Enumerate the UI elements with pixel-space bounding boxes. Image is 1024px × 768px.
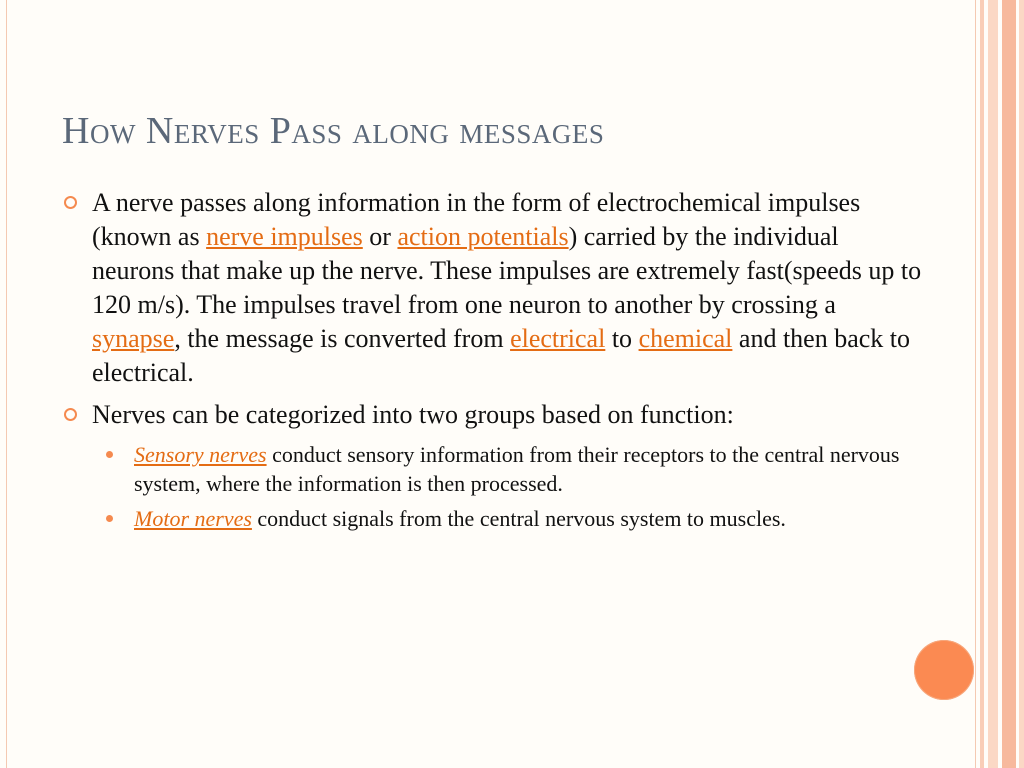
sensory-nerves-link[interactable]: Sensory nerves xyxy=(134,442,267,467)
dot-bullet-icon xyxy=(106,451,113,458)
sub-bullet-text: conduct signals from the central nervous system to muscles. xyxy=(251,506,786,531)
ring-bullet-icon xyxy=(64,408,77,421)
bullet-text: A nerve passes along information in the form of electrochemical impulses (known as xyxy=(92,188,861,251)
dot-bullet-icon xyxy=(106,515,113,522)
bullet-item xyxy=(62,398,922,432)
decorative-stripe xyxy=(1002,0,1016,768)
slide-title: How Nerves Pass along messages xyxy=(62,110,605,152)
nerve-impulses-link[interactable]: nerve impulses xyxy=(206,222,363,251)
bullet-text: , the message is converted from xyxy=(174,324,511,353)
slide-body xyxy=(62,186,922,539)
bullet-text: ) carried by the individual neurons that make up the nerve. These impulses are extremely fast(speeds up to 120 m/s). The impulses travel from one neuron to another by crossing a xyxy=(92,222,922,319)
electrical-link[interactable]: electrical xyxy=(510,324,606,353)
decorative-stripe xyxy=(1019,0,1024,768)
bullet-text: to xyxy=(605,324,639,353)
synapse-link[interactable]: synapse xyxy=(92,324,175,353)
decorative-stripe xyxy=(980,0,984,768)
bullet-text: or xyxy=(362,222,398,251)
sub-bullet-text: conduct sensory information from their receptors to the central nervous system, where the information is then processed. xyxy=(134,442,900,496)
sub-bullet-item xyxy=(104,440,922,498)
action-potentials-link[interactable]: action potentials xyxy=(397,222,569,251)
bullet-text: Nerves can be categorized into two groups based on function: xyxy=(92,400,734,429)
sub-bullet-item xyxy=(104,504,922,533)
motor-nerves-link[interactable]: Motor nerves xyxy=(134,506,252,531)
chemical-link[interactable]: chemical xyxy=(638,324,733,353)
ring-bullet-icon xyxy=(64,196,77,209)
decorative-circle xyxy=(914,640,974,700)
bullet-text: and then back to electrical. xyxy=(92,324,911,387)
decorative-stripe xyxy=(988,0,998,768)
bullet-item xyxy=(62,186,922,390)
